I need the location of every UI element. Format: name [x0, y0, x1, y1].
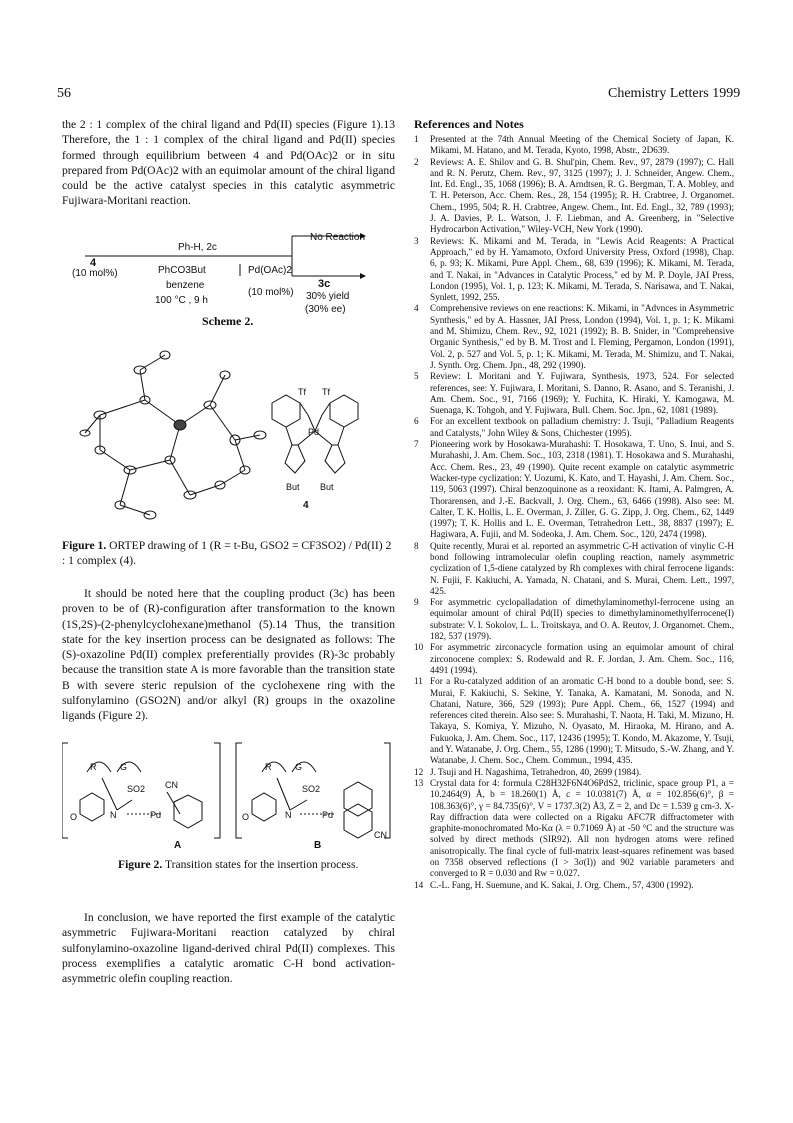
tf-left-label: Tf — [298, 387, 306, 397]
body-paragraph-3 — [62, 910, 395, 986]
reference-number: 2 — [414, 156, 419, 167]
references-title: References and Notes — [414, 117, 524, 131]
references-section — [414, 117, 734, 891]
figure-1-caption-label: Figure 1. — [62, 539, 107, 552]
reference-item — [414, 676, 734, 766]
reference-text: For asymmetric cyclopalladation of dimethylaminomethyl-ferrocene using an equimolar amount of chiral Pd(II) species to dimethylaminomethylferrocene(I) substrate: V. I. Sokolov, L. L. Troitskaya, and O. A. Reutov, J. Organomet. Chem., 182, 537 (1979). — [430, 597, 734, 642]
reference-text: Reviews: K. Mikami and M. Terada, in "Lewis Acid Reagents: A Practical Approach," ed by H. Yamamoto, Oxford University Press, Oxford (1998), Chap. 6, p. 93; K. Mikami, Pure Appl. Chem., 68, 639 (1996); K. Mikami, M. Terada, and T. Nakai, in "Advances in Catalytic Process," ed by M. P. Doyle, JAI Press, London (1995), Vol. 1, p. 123; K. Mikami, M. Terada, S. Narisawa, and T. Nakai, Synlett, 1992, 255. — [430, 235, 734, 303]
reference-text: For asymmetric zirconacycle formation using an equimolar amount of chiral zirconocene complex: S. Rodewald and R. F. Jordan, J. Am. Chem. Soc., 116, 4491 (1994). — [430, 642, 734, 675]
pd-loading-label: (10 mol%) — [248, 287, 294, 298]
reference-number: 14 — [414, 879, 424, 890]
pd-reagent-label: Pd(OAc)2 — [248, 265, 292, 276]
loading-label: (10 mol%) — [72, 268, 118, 279]
reference-item — [414, 541, 734, 597]
compound-4-label: 4 — [90, 257, 97, 269]
figure-2-graphic — [62, 740, 392, 850]
no-reaction-label: No Reaction — [310, 232, 366, 243]
oxidant-label: PhCO3But — [158, 265, 206, 276]
figure-2-caption-label: Figure 2. — [118, 858, 163, 871]
reference-text: Presented at the 74th Annual Meeting of the Chemical Society of Japan, K. Mikami, M. Hatano, and M. Terada, Kyoto, 1998, Abstr., 2D639. — [430, 134, 734, 156]
reference-text: For an excellent textbook on palladium chemistry: J. Tsuji, "Palladium Reagents and Catalysts," John Wiley & Sons, Chichester (1995). — [430, 416, 734, 438]
figure-1-caption-text: ORTEP drawing of 1 (R = t-Bu, GSO2 = CF3SO2) / Pd(II) 2 : 1 complex (4). — [62, 539, 392, 567]
reference-item — [414, 767, 734, 778]
compound-4-number: 4 — [303, 500, 309, 511]
cn-label-a: CN — [165, 780, 178, 790]
reference-text: Crystal data for 4: formula C28H32F6N4O6PdS2, triclinic, space group P1, a = 10.2464(9) Å, b = 18.260(1) Å, c = 10.0381(7) Å, α = 102.856(6)°, β = 108.363(6)°, γ = 84.735(6)°, V = 1737.3(2) Å3, Z = 2, and Dc = 1.539 g cm-3. X-Ray diffraction data were collected on a Rigaku AFC7R diffractometer with graphite-monochromated Mo-Kα (λ = 0.71069 Å) at -50 °C and the structure was solved by direct methods (SIR92). All non hydrogen atoms were refined anisotropically. The final cycle of full-matrix least-squares refinement was based on 7358 observed reflections (I > 3σ(I)) and 902 variable parameters and converged to R = 0.030 and Rw = 0.027. — [430, 777, 734, 879]
reference-text: Review: I. Moritani and Y. Fujiwara, Synthesis, 1973, 524. For selected references, see: Y. Fujiwara, I. Moritani, S. Danno, R. Asano, and S. Teranishi, J. Am. Chem. Soc., 91, 7166 (1969); Y. Fuchita, K. Hiraki, Y. Kamogawa, M. Suenaga, K. Tohgoh, and Y. Fujiwara, Bull. Chem. Soc. Jpn., 62, 1081 (1989). — [430, 371, 734, 416]
but-left-label: But — [286, 482, 300, 492]
reference-item — [414, 416, 734, 439]
figure-2-caption-text: Transition states for the insertion process. — [164, 858, 359, 871]
so2-label-b: SO2 — [302, 784, 321, 794]
reference-number: 11 — [414, 676, 423, 687]
reference-number: 9 — [414, 597, 419, 608]
n-label-b: N — [285, 810, 292, 820]
reference-item — [414, 880, 734, 891]
scheme-caption: Scheme 2. — [202, 314, 254, 328]
reference-number: 13 — [414, 777, 424, 788]
o-label-b: O — [242, 812, 250, 822]
reference-text: Comprehensive reviews on ene reactions: K. Mikami, in "Advnces in Asymmetric Synthesis," ed by A. Hassner, JAI Press, London (1994), Vol. 1, p. 1; K. Mikami and M. Shimizu, Chem. Rev., 92, 1021 (1992); B. B. Snider, in "Comprehensive Organic Synthesis," ed by B. M. Trost and I. Fleming, Pergamon, London (1991), Vol. 2, p. 527 and Vol. 5, p. 1; K. Mikami, M. Terada, M. Shimizu, and T. Nakai, J. Synth. Org. Chem. Jpn., 48, 292 (1990). — [430, 303, 734, 370]
reference-number: 3 — [414, 235, 419, 246]
body-paragraph-2 — [62, 586, 395, 724]
ee-label: (30% ee) — [305, 304, 346, 315]
figure-2-caption — [118, 857, 398, 872]
reference-text: Reviews: A. E. Shilov and G. B. Shul'pin, Chem. Rev., 97, 2879 (1997); C. Hall and R. N. Perutz, Chem. Rev., 97, 3125 (1997); J. J. Schneider, Angew. Chem., Int. Ed. Engl., 35, 1068 (1996); B. A. Arndtsen, R. G. Bergman, T. A. Mobley, and T. H. Peterson, Acc. Chem. Res., 28, 154 (1995); R. H. Crabtree, J. Organomet. Chem., 1995, 504; R. H. Crabtree, Angew. Chem., Int. Ed. Engl., 32, 789 (1993); J. A. Davies, P. L. Watson, J. F. Liebman, and A. Greenberg, in "Selective Hydrocarbon Activation," Wiley-VCH, New York (1990). — [430, 156, 734, 235]
paragraph-text: It should be noted here that the coupling product (3c) has been proven to be of (R)-configuration after transformation to the known (1S,2S)-(2-phenylcyclohexane)methanol (5).14 Thus, the transition state for the key insertion process can be designated as follows: The (S)-oxazoline Pd(II) complex preferentially provides (R)-3c probably because the transition state A is more favorable than the transition state B with severe steric repulsion of the cyclohexene ring with the sulfonylamino (GSO2N) and/or alkyl (R) groups in the oxazoline ligands (Figure 2). — [62, 587, 395, 723]
o-label-a: O — [70, 812, 78, 822]
body-paragraph-1 — [62, 117, 395, 209]
r-label-b: R — [265, 762, 272, 772]
reference-number: 10 — [414, 642, 424, 653]
cn-label-b: CN — [374, 830, 387, 840]
ortep-drawing — [80, 351, 266, 519]
reference-item — [414, 642, 734, 676]
journal-title: Chemistry Letters 1999 — [608, 86, 741, 101]
reagent-ph-h: Ph-H, 2c — [178, 242, 217, 253]
paragraph-text: In conclusion, we have reported the first example of the catalytic asymmetric Fujiwara-Moritani reaction catalyzed by chiral sulfonylamino-oxazoline ligand-derived chiral Pd(II) complexes. This process exemplifies a catalytic aromatic C-H bond activation-asymmetric olefin coupling reaction. — [62, 911, 395, 986]
pd-label-b: Pd — [322, 810, 334, 820]
g-label-b: G — [295, 762, 303, 772]
reference-text: Pioneering work by Hosokawa-Murahashi: T. Hosokawa, T. Uno, S. Inui, and S. Murahashi, J. Am. Chem. Soc., 103, 2318 (1981). T. Hosokawa and S. Murahashi, Acc. Chem. Res., 23, 49 (1990). Quite recent example on catalytic asymmetric Wacker-type cyclization: Y. Uozumi, K. Kato, and T. Hayashi, J. Am. Chem. Soc., 119, 5063 (1997). Chiral benzoquinone as a reoxidant: K. Itami, A. Palmgren, A. Thorarensen, and J.-E. Backvall, J. Org. Chem., 63, 6466 (1998). Also see: M. Calter, T. K. Hollis, L. E. Overman, J. Ziller, G. G. Zipp, J. Org. Chem., 62, 1449 (1997); T. K. Hollis and L. E. Overman, Tetrahedron Lett., 38, 8837 (1997); E. Hagiwara, A. Fujii, and M. Sodeoka, J. Am. Chem. Soc., 120, 2474 (1998). — [430, 439, 734, 540]
reference-number: 1 — [414, 134, 419, 144]
yield-label: 30% yield — [306, 291, 350, 302]
reference-item — [414, 303, 734, 371]
label-b: B — [314, 840, 322, 850]
but-right-label: But — [320, 482, 334, 492]
reference-number: 8 — [414, 540, 419, 551]
so2-label-a: SO2 — [127, 784, 146, 794]
n-label-a: N — [110, 810, 117, 820]
pd-label-a: Pd — [150, 810, 162, 820]
conditions-label: 100 °C , 9 h — [155, 295, 208, 306]
reference-item — [414, 439, 734, 541]
reference-number: 6 — [414, 416, 419, 427]
reference-text: J. Tsuji and H. Nagashima, Tetrahedron, 40, 2699 (1984). — [430, 766, 642, 777]
label-a: A — [174, 840, 182, 850]
reference-item — [414, 778, 734, 880]
tf-right-label: Tf — [322, 387, 330, 397]
figure-1-graphic — [60, 345, 400, 530]
reference-text: For a Ru-catalyzed addition of an aromatic C-H bond to a double bond, see: S. Murai, F. Kakiuchi, S. Sekine, Y. Tanaka, A. Kamatani, M. Sonoda, and N. Chatani, Nature, 366, 529 (1993); Pure Appl. Chem., 66, 1527 (1994) and references cited therein. Also see: S. Murahashi, T. Naota, H. Taki, M. Mizuno, H. Takaya, S. Komiya, Y. Mizuho, N. Oyasato, M. Hiraoka, M. Hirano, and A. Fukuoka, J. Am. Chem. Soc., 117, 12436 (1995); T. Kondo, M. Akazome, Y. Tsuji, and Y. Watanabe, J. Org. Chem., 55, 1286 (1990); T. Mitsudo, S.-W. Zhang, and Y. Watanabe, J. Chem. Soc., Chem. Commun., 1994, 435. — [430, 676, 734, 766]
reference-item — [414, 236, 734, 304]
reference-text: Quite recently, Murai et al. reported an asymmetric C-H activation of vinylic C-H bond following intramolecular olefin coupling reaction, namely asymmetric cyclization of 1,5-diene catalyzed by Rh complexes with chiral ferrocene ligands: N. Fujii, F. Kakiuchi, A. Yamada, N. Chatani, and S. Murai, Chem. Lett., 1997, 425. — [430, 540, 734, 596]
paragraph-text: the 2 : 1 complex of the chiral ligand and Pd(II) species (Figure 1).13 Therefore, the 1 : 1 complex of the chiral ligand and Pd(II) species formed through equilibrium between 4 and Pd(OAc)2 or in situ prepared from Pd(OAc)2 with an equimolar amount of the chiral ligand could be the active catalyst species in this catalytic asymmetric Fujiwara-Moritani reaction. — [62, 118, 395, 208]
reference-item — [414, 597, 734, 642]
pd-label: Pd — [308, 427, 320, 437]
reference-number: 12 — [414, 766, 424, 777]
page-number: 56 — [57, 86, 71, 101]
figure-1-caption — [62, 538, 397, 568]
reference-number: 5 — [414, 371, 419, 382]
product-3c-label: 3c — [318, 278, 331, 290]
reference-item — [414, 371, 734, 416]
g-label-a: G — [120, 762, 128, 772]
reference-item — [414, 134, 734, 157]
reference-number: 4 — [414, 303, 419, 314]
r-label-a: R — [90, 762, 97, 772]
reference-number: 7 — [414, 439, 419, 450]
reference-text: C.-L. Fang, H. Suemune, and K. Sakai, J. Org. Chem., 57, 4300 (1992). — [430, 879, 694, 890]
references-list — [414, 134, 734, 891]
reference-item — [414, 157, 734, 236]
solvent-label: benzene — [166, 280, 205, 291]
